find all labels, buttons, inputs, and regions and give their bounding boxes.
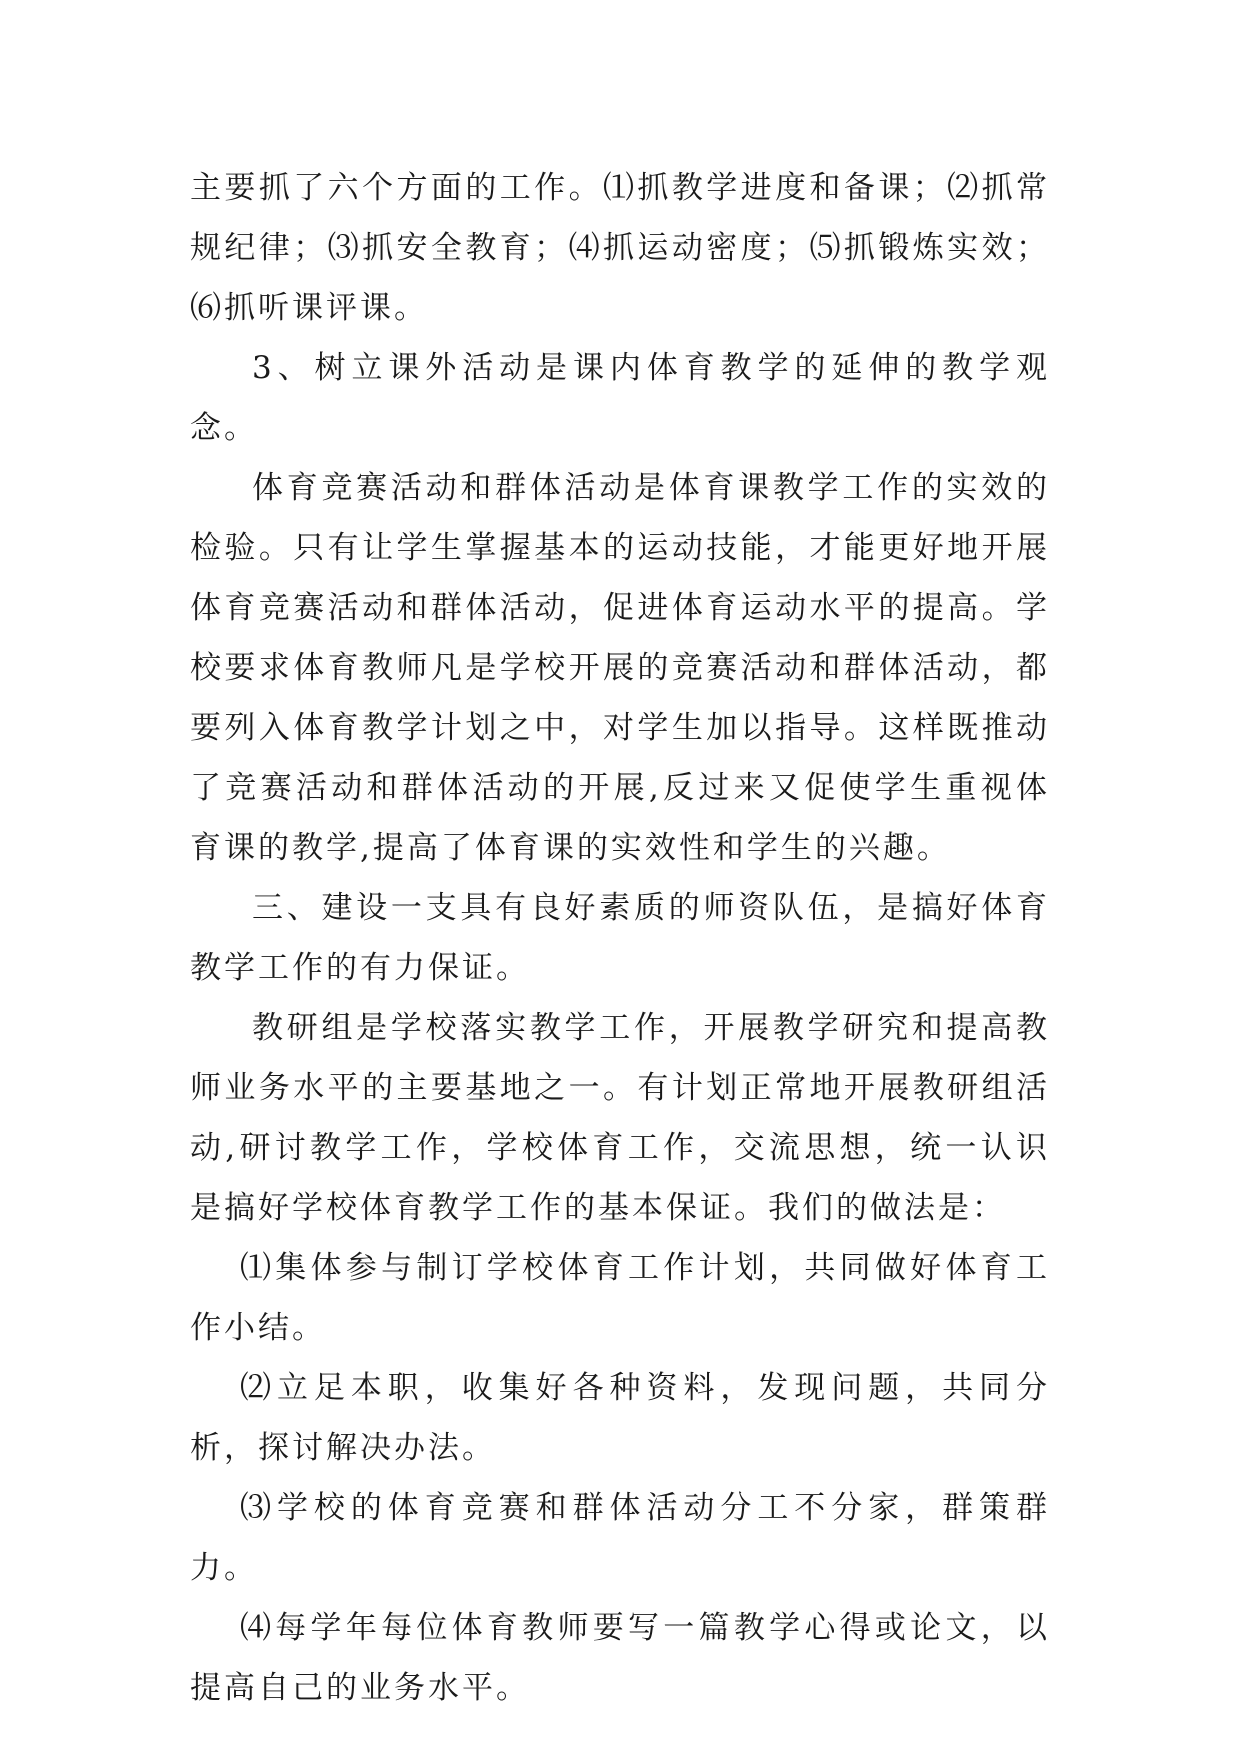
paragraph-research-group: 教研组是学校落实教学工作，开展教学研究和提高教师业务水平的主要基地之一。有计划正常地开展教研组活动,研讨教学工作，学校体育工作，交流思想，统一认识是搞好学校体育教学工作的基本保证。我们的做法是： [190,1010,1050,1226]
paragraph-competition: 体育竞赛活动和群体活动是体育课教学工作的实效的检验。只有让学生掌握基本的运动技能，才能更好地开展体育竞赛活动和群体活动，促进体育运动水平的提高。学校要求体育教师凡是学校开展的竞赛活动和群体活动，都要列入体育教学计划之中，对学生加以指导。这样既推动了竞赛活动和群体活动的开展,反过来又促使学生重视体育课的教学,提高了体育课的实效性和学生的兴趣。 [190,470,1050,866]
list-item-1: ⑴集体参与制订学校体育工作计划，共同做好体育工作小结。 [190,1250,1050,1346]
paragraph-heading-3: 3、树立课外活动是课内体育教学的延伸的教学观念。 [190,350,1050,446]
paragraph-section-three: 三、建设一支具有良好素质的师资队伍，是搞好体育教学工作的有力保证。 [190,890,1050,986]
paragraph-continuation: 主要抓了六个方面的工作。⑴抓教学进度和备课；⑵抓常规纪律；⑶抓安全教育；⑷抓运动密度；⑸抓锻炼实效；⑹抓听课评课。 [190,170,1050,326]
body-text [190,158,1050,1718]
list-item-2: ⑵立足本职，收集好各种资料，发现问题，共同分析，探讨解决办法。 [190,1370,1050,1466]
list-item-4: ⑷每学年每位体育教师要写一篇教学心得或论文，以提高自己的业务水平。 [190,1610,1050,1706]
list-item-3: ⑶学校的体育竞赛和群体活动分工不分家，群策群力。 [190,1490,1050,1586]
